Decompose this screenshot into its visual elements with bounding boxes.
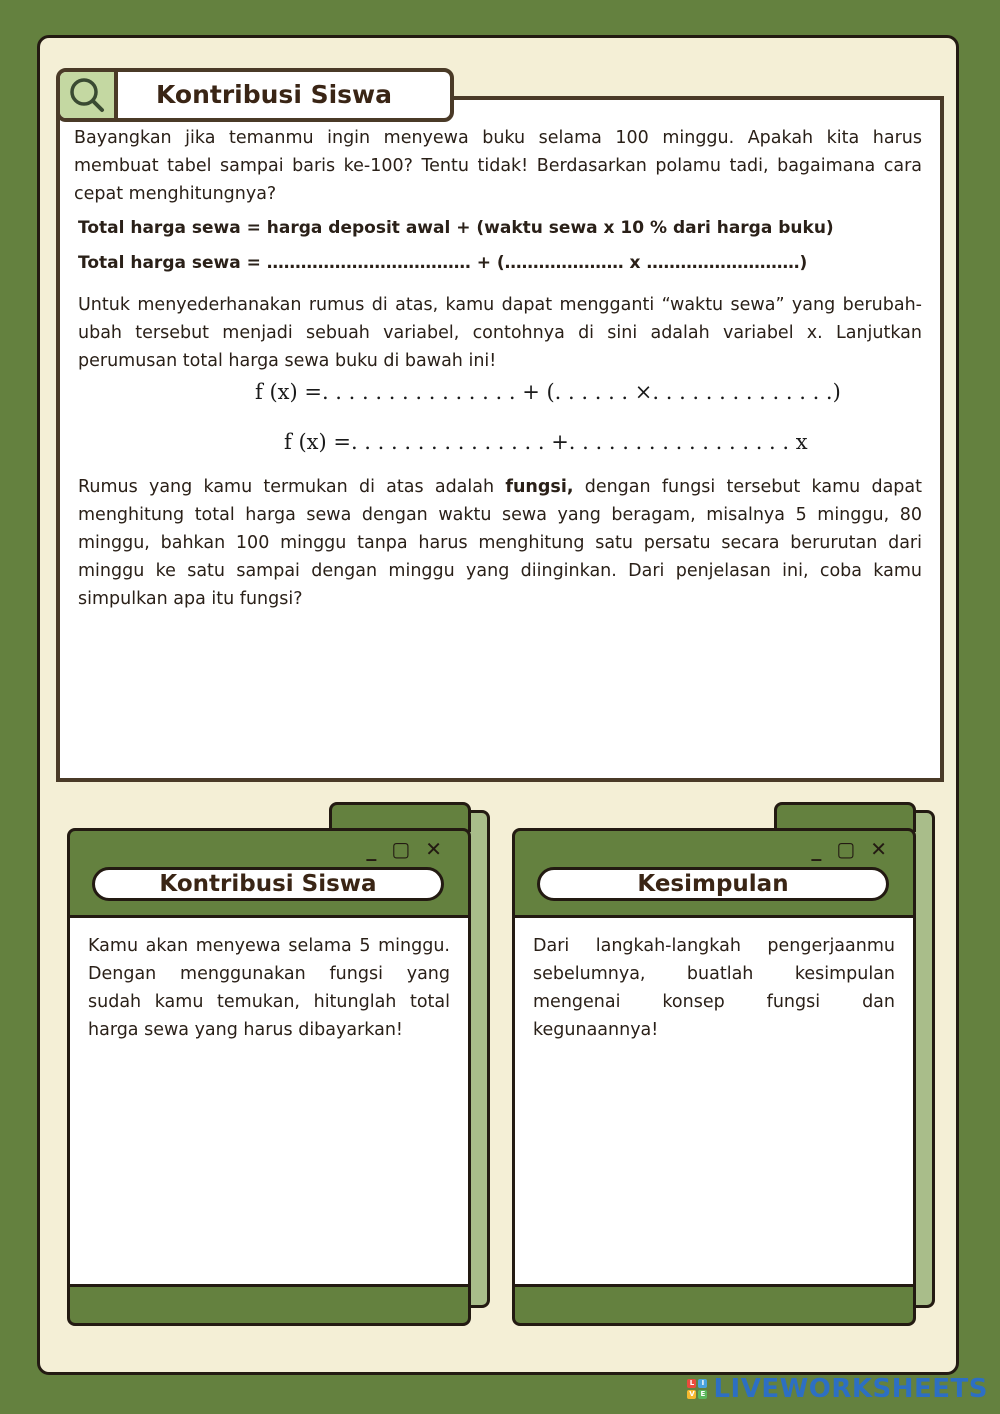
- main-header-tab: [56, 68, 454, 122]
- intro-paragraph: Bayangkan jika temanmu ingin menyewa buku selama 100 minggu. Apakah kita harus membuat tabel sampai baris ke-100? Tentu tidak! Berdasarkan polamu tadi, bagaimana cara cepat menghitungnya?: [74, 128, 922, 204]
- right-window-header: [512, 828, 916, 918]
- right-window-title: Kesimpulan: [537, 867, 889, 901]
- left-window-controls[interactable]: _ ▢ ✕: [366, 837, 446, 861]
- left-window-footer: [67, 1284, 471, 1326]
- main-title: Kontribusi Siswa: [155, 80, 393, 109]
- conclusion-text-after: dengan fungsi tersebut kamu dapat menghitung total harga sewa dengan waktu sewa yang beragam, misalnya 5 minggu, 80 minggu, bahkan 100 minggu tanpa harus menghitung satu persatu secara berurutan dari minggu ke satu sampai dengan minggu yang diinginkan. Dari penjelasan ini, coba kamu simpulkan apa itu fungsi?: [78, 477, 922, 609]
- main-text-area: [74, 124, 922, 375]
- math-formula-2[interactable]: f (x) =. . . . . . . . . . . . . . . +. . . . . . . . . . . . . . . . . x: [284, 430, 808, 454]
- left-window-title: Kontribusi Siswa: [92, 867, 444, 901]
- math-formula-1[interactable]: f (x) =. . . . . . . . . . . . . . . + (. . . . . . ×. . . . . . . . . . . . . .): [255, 380, 841, 404]
- left-window: [67, 828, 471, 1326]
- conclusion-paragraph: [78, 473, 922, 613]
- logo-letter: I: [698, 1379, 707, 1388]
- logo-letter: L: [687, 1379, 696, 1388]
- formula-line-2[interactable]: Total harga sewa = ……………………………… + (………………… x ………………………): [78, 253, 808, 273]
- conclusion-text-before: Rumus yang kamu termukan di atas adalah: [78, 477, 506, 497]
- liveworksheets-wordmark: LIVEWORKSHEETS: [713, 1374, 988, 1404]
- logo-letter: V: [689, 1390, 695, 1398]
- right-window: [512, 828, 916, 1326]
- left-window-body: Kamu akan menyewa selama 5 minggu. Dengan menggunakan fungsi yang sudah kamu temukan, hitunglah total harga sewa yang harus dibayarkan!: [67, 918, 471, 1286]
- logo-letter: E: [698, 1390, 707, 1399]
- explain-paragraph: Untuk menyederhanakan rumus di atas, kamu dapat mengganti “waktu sewa” yang berubah-ubah tersebut menjadi sebuah variabel, contohnya di sini adalah variabel x. Lanjutkan perumusan total harga sewa buku di bawah ini!: [78, 295, 922, 371]
- magnifier-icon: [60, 72, 118, 118]
- right-window-controls[interactable]: _ ▢ ✕: [811, 837, 891, 861]
- liveworksheets-brand[interactable]: [687, 1374, 988, 1404]
- left-window-header: [67, 828, 471, 918]
- right-window-footer: [512, 1284, 916, 1326]
- liveworksheets-logo-icon: [687, 1379, 707, 1399]
- right-window-body: Dari langkah-langkah pengerjaanmu sebelumnya, buatlah kesimpulan mengenai konsep fungsi dan kegunaannya!: [512, 918, 916, 1286]
- formula-line-1: Total harga sewa = harga deposit awal + (waktu sewa x 10 % dari harga buku): [78, 218, 834, 238]
- conclusion-keyword: fungsi,: [505, 477, 574, 497]
